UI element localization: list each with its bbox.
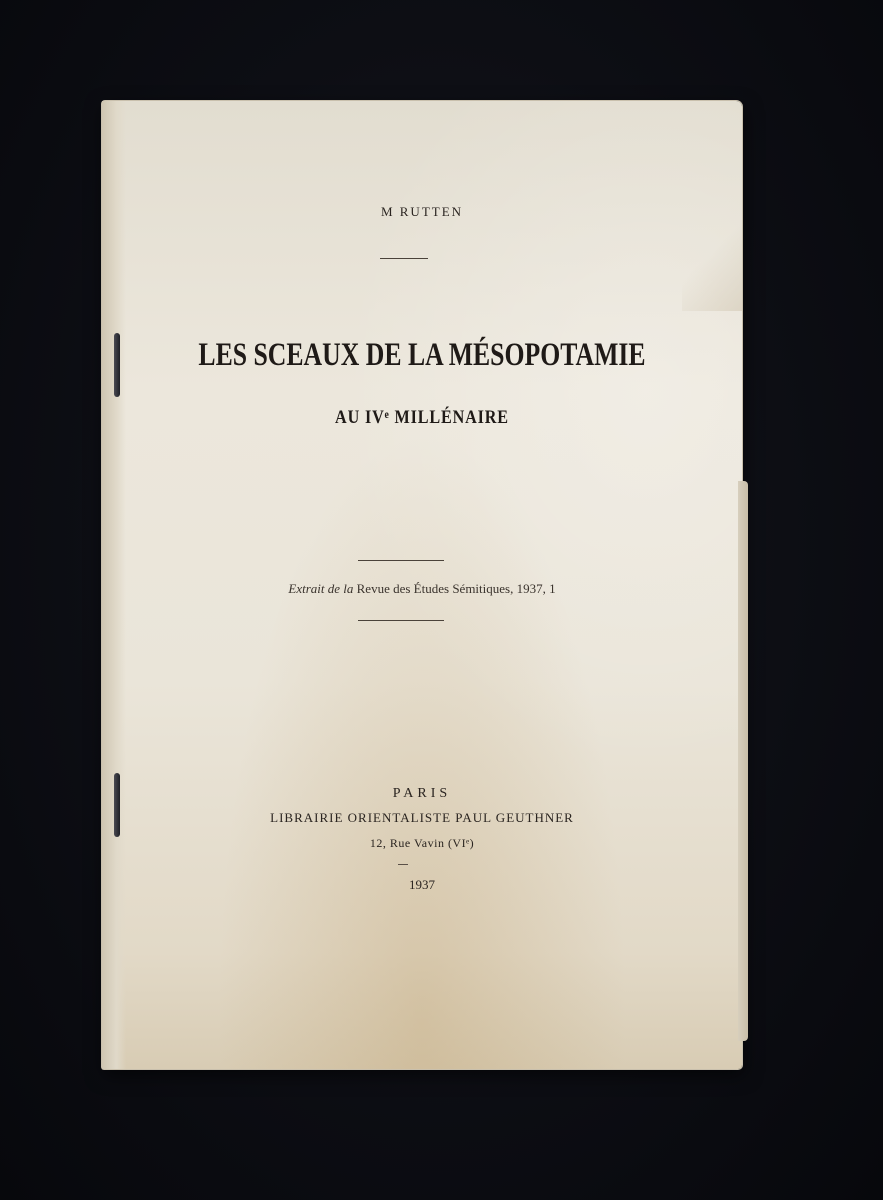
- author-name: M RUTTEN: [380, 204, 464, 219]
- publication-year: 1937: [409, 877, 435, 892]
- divider-rule: [358, 560, 444, 561]
- publication-city: PARIS: [392, 786, 452, 801]
- torn-corner: [682, 221, 742, 311]
- divider-rule: [358, 620, 444, 621]
- staple-bottom: [114, 773, 120, 837]
- publisher-name: LIBRAIRIE ORIENTALISTE PAUL GEUTHNER: [270, 810, 574, 825]
- extract-note: [102, 581, 742, 597]
- extract-source: Revue des Études Sémitiques, 1937, 1: [356, 581, 556, 596]
- publisher-address: 12, Rue Vavin (VIᵉ): [369, 836, 475, 850]
- extract-prefix: Extrait de la: [288, 581, 354, 596]
- booklet-cover: [102, 101, 742, 1069]
- worn-edge: [738, 481, 748, 1041]
- book-subtitle: AU IVᵉ MILLÉNAIRE: [335, 407, 509, 428]
- book-title: LES SCEAUX DE LA MÉSOPOTAMIE: [198, 337, 646, 373]
- divider-dash: [398, 864, 408, 865]
- staple-top: [114, 333, 120, 397]
- divider-rule: [380, 258, 428, 259]
